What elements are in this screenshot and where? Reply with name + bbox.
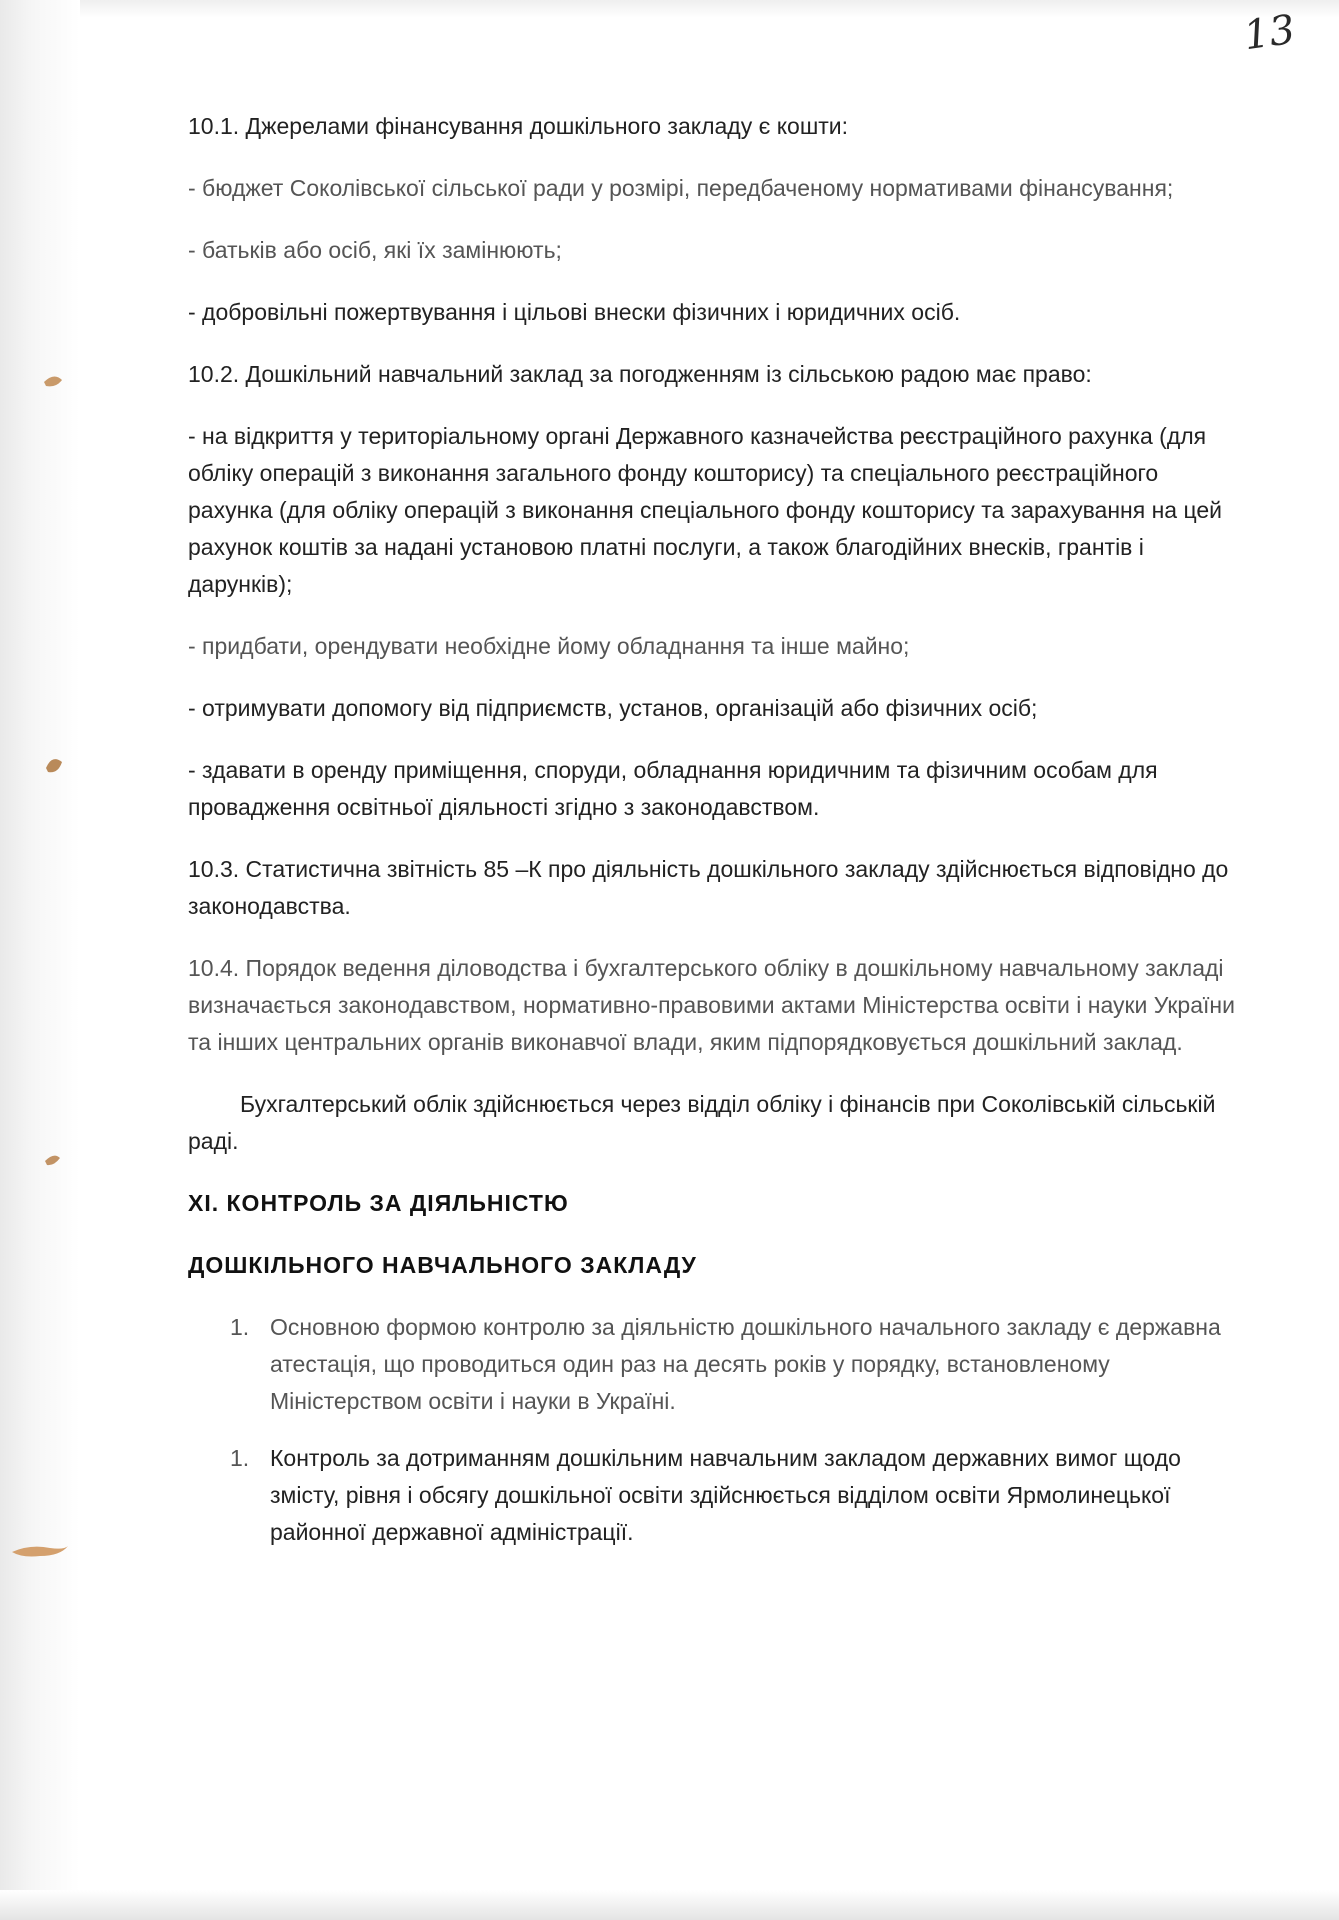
- paragraph-10-2-assistance: - отримувати допомогу від підприємств, установ, організацій або фізичних осіб;: [188, 695, 1038, 721]
- list-item-number: 1.: [230, 1314, 250, 1340]
- binding-thread-mark: [40, 752, 70, 778]
- document-body: [188, 108, 1248, 1571]
- binding-thread-mark: [40, 1146, 70, 1172]
- binding-thread-mark: [40, 368, 70, 394]
- paragraph-10-3: 10.3. Статистична звітність 85 –К про діяльність дошкільного закладу здійснюється відповідно до законодавства.: [188, 856, 1229, 919]
- paragraph-10-1-donations: - добровільні пожертвування і цільові внески фізичних і юридичних осіб.: [188, 299, 961, 325]
- list-item: [188, 1440, 1248, 1551]
- list-item-text: Основною формою контролю за діяльністю дошкільного начального закладу є державна атестація, що проводиться один раз на десять років у порядку, встановленому Міністерством освіти і науки в Україні.: [270, 1314, 1221, 1414]
- paragraph-10-4: 10.4. Порядок ведення діловодства і бухгалтерського обліку в дошкільному навчальному закладі визначається законодавством, нормативно-правовими актами Міністерства освіти і науки України та інших центральних органів виконавчої влади, яким підпорядковується дошкільний заклад.: [188, 955, 1235, 1055]
- binding-thread-mark: [10, 1536, 70, 1562]
- scan-bottom-edge: [0, 1890, 1339, 1920]
- list-item-text: Контроль за дотриманням дошкільним навчальним закладом державних вимог щодо змісту, рівня і обсягу дошкільної освіти здійснюється відділом освіти Ярмолинецької районної державної адміністрації.: [270, 1445, 1181, 1545]
- list-item-number: 1.: [230, 1445, 250, 1471]
- section-xi-title-line2: ДОШКІЛЬНОГО НАВЧАЛЬНОГО ЗАКЛАДУ: [188, 1252, 697, 1278]
- paragraph-10-2: 10.2. Дошкільний навчальний заклад за погодженням із сільською радою має право:: [188, 361, 1092, 387]
- paragraph-10-1-budget: - бюджет Соколівської сільської ради у розмірі, передбаченому нормативами фінансування;: [188, 175, 1174, 201]
- paragraph-10-1: 10.1. Джерелами фінансування дошкільного закладу є кошти:: [188, 113, 849, 139]
- paragraph-10-2-accounts: - на відкриття у територіальному органі Державного казначейства реєстраційного рахунка (для обліку операцій з виконання загального фонду кошторису) та спеціального реєстраційного рахунка (для обліку операцій з виконання спеціального фонду кошторису та зарахування на цей рахунок коштів за надані установою платні послуги, а також благодійних внесків, грантів і дарунків);: [188, 423, 1223, 597]
- paragraph-accounting: Бухгалтерський облік здійснюється через відділ обліку і фінансів при Соколівській сільській раді.: [188, 1091, 1216, 1154]
- scan-left-edge: [0, 0, 80, 1920]
- list-item: [188, 1309, 1248, 1420]
- paragraph-10-2-equipment: - придбати, орендувати необхідне йому обладнання та інше майно;: [188, 633, 910, 659]
- paragraph-10-2-lease: - здавати в оренду приміщення, споруди, обладнання юридичним та фізичним особам для провадження освітньої діяльності згідно з законодавством.: [188, 757, 1158, 820]
- section-xi-title-line1: ХІ. КОНТРОЛЬ ЗА ДІЯЛЬНІСТЮ: [188, 1190, 569, 1216]
- paragraph-10-1-parents: - батьків або осіб, які їх замінюють;: [188, 237, 562, 263]
- page-number: 13: [1241, 6, 1298, 60]
- scan-top-edge: [0, 0, 1339, 18]
